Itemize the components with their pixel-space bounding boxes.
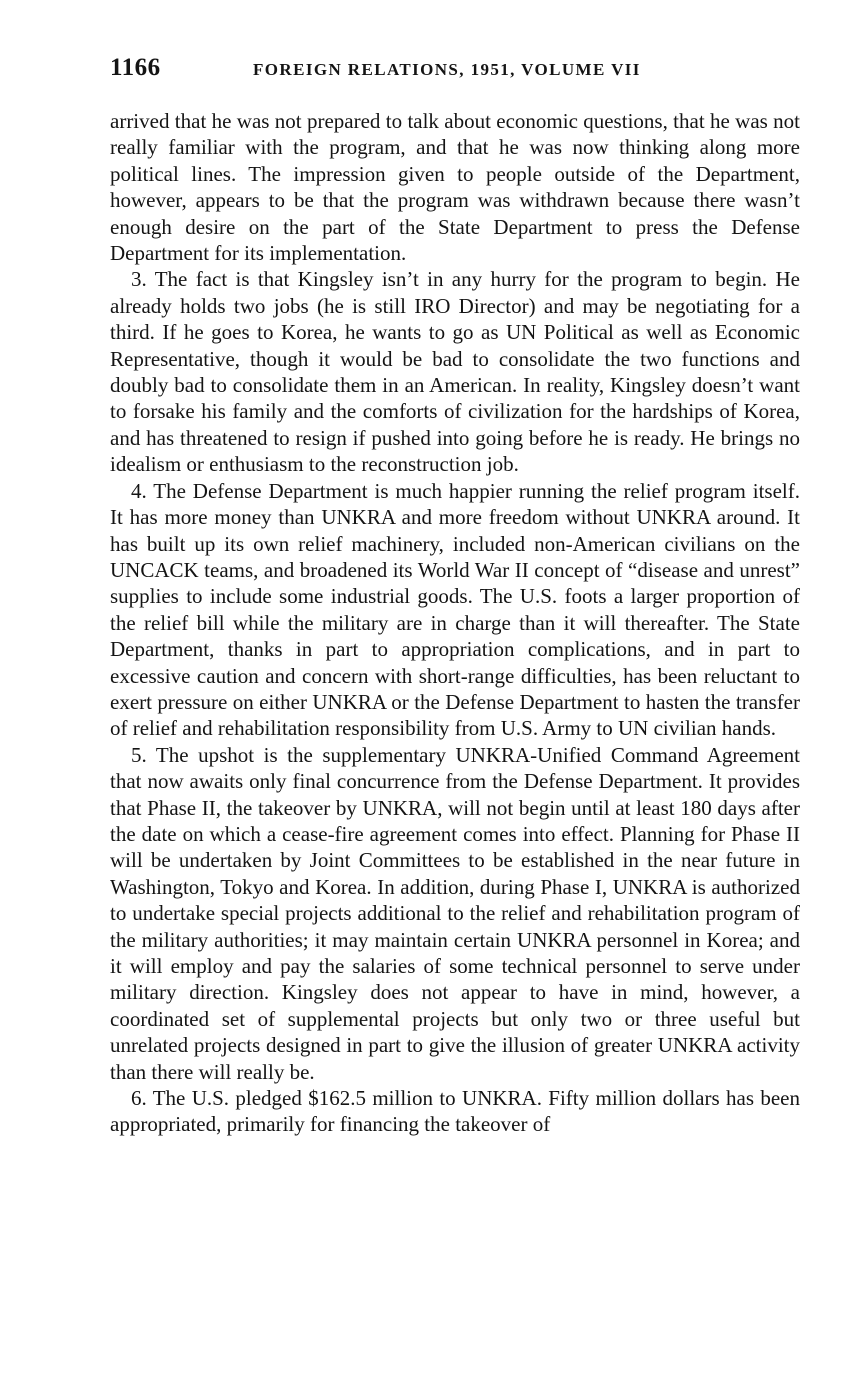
paragraph-4: 4. The Defense Department is much happier running the relief program itself. It has more money than UNKRA and more freedom without UNKRA around. It has built up its own relief machinery, included non-American civilians on the UNCACK teams, and broadened its World War II concept of “disease and unrest” supplies to include some industrial goods. The U.S. foots a larger proportion of the relief bill while the military are in charge than it will thereafter. The State Department, thanks in part to appropriation complications, and in part to excessive caution and concern with short-range difficulties, has been reluctant to exert pressure on either UNKRA or the Defense Department to hasten the transfer of relief and rehabilitation responsibility from U.S. Army to UN civilian hands. (110, 478, 800, 741)
paragraph-6: 6. The U.S. pledged $162.5 million to UNKRA. Fifty million dollars has been appropriated, primarily for financing the takeover of (110, 1086, 800, 1137)
paragraph-3: 3. The fact is that Kingsley isn’t in any hurry for the program to begin. He already holds two jobs (he is still IRO Director) and may be negotiating for a third. If he goes to Korea, he wants to go as UN Political as well as Economic Representative, though it would be bad to consolidate the two functions and doubly bad to consolidate them in an American. In reality, Kingsley doesn’t want to forsake his family and the comforts of civilization for the hardships of Korea, and has threatened to resign if pushed into going before he is ready. He brings no idealism or enthusiasm to the reconstruction job. (110, 267, 800, 477)
page-header (110, 54, 800, 88)
body-text (110, 108, 800, 1138)
paragraph-5: 5. The upshot is the supplementary UNKRA-Unified Command Agreement that now awaits only final concurrence from the Defense Department. It provides that Phase II, the takeover by UNKRA, will not begin until at least 180 days after the date on which a cease-fire agreement comes into effect. Planning for Phase II will be undertaken by Joint Committees to be established in the near future in Washington, Tokyo and Korea. In addition, during Phase I, UNKRA is authorized to undertake special projects additional to the relief and rehabilitation program of the military authorities; it may maintain certain UNKRA personnel in Korea; and it will employ and pay the salaries of some technical personnel to serve under military direction. Kingsley does not appear to have in mind, however, a coordinated set of supplemental projects but only two or three useful but unrelated projects designed in part to give the illusion of greater UNKRA activity than there will really be. (110, 742, 800, 1084)
paragraph-continuation: arrived that he was not prepared to talk about economic questions, that he was not really familiar with the program, and that he was now thinking along more political lines. The impression given to people outside of the Department, however, appears to be that the program was withdrawn because there wasn’t enough desire on the part of the State Department to press the Defense Department for its implementation. (110, 109, 800, 266)
page-number: 1166 (110, 54, 161, 81)
running-head: FOREIGN RELATIONS, 1951, VOLUME VII (253, 60, 641, 79)
